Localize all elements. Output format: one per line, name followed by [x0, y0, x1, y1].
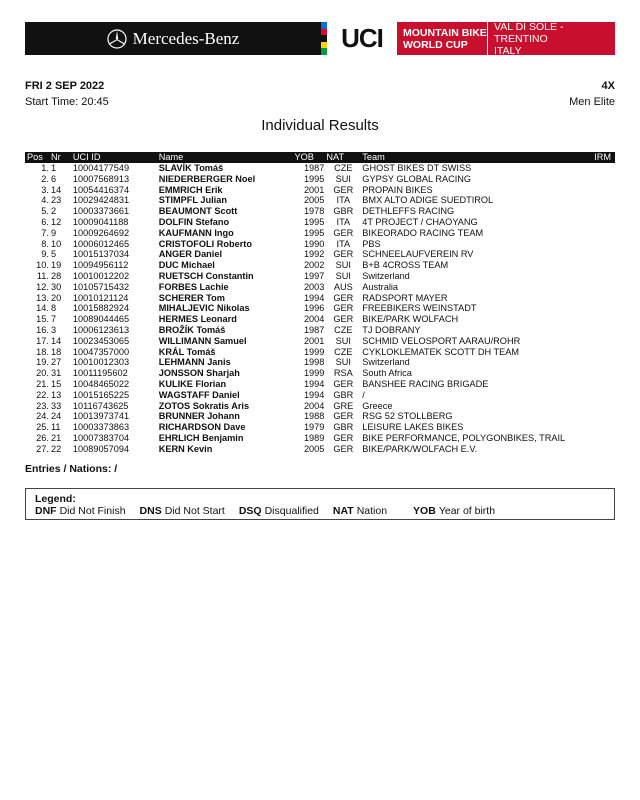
cell-nr: 13: [50, 389, 62, 400]
col-header-uci-id: UCI ID: [72, 152, 101, 163]
cell-yob: 2003: [303, 281, 325, 292]
cell-nat: GER: [333, 292, 354, 303]
cell-pos: 9.: [41, 249, 49, 260]
cell-name: SCHERER Tom: [158, 292, 225, 303]
cell-pos: 3.: [41, 184, 49, 195]
table-row: [25, 239, 615, 250]
cell-nr: 14: [50, 335, 62, 346]
table-row: [25, 444, 615, 455]
cell-yob: 2004: [303, 314, 325, 325]
cell-nr: 20: [50, 292, 62, 303]
legend-item: [333, 505, 387, 518]
cell-yob: 1995: [303, 227, 325, 238]
cell-name: MIHALJEVIC Nikolas: [158, 303, 250, 314]
legend-item: [35, 505, 126, 518]
cell-nr: 27: [50, 357, 62, 368]
cell-nat: SUI: [335, 260, 351, 271]
cell-pos: 5.: [41, 206, 49, 217]
cell-nr: 31: [50, 368, 62, 379]
legend-text: Nation: [356, 505, 388, 517]
cell-team: Switzerland: [362, 357, 410, 368]
cell-team: BIKE/PARK WOLFACH: [362, 314, 459, 325]
cell-nr: 2: [50, 206, 57, 217]
table-row: [25, 206, 615, 217]
cell-yob: 1999: [303, 346, 325, 357]
venue-line-2: ITALY: [494, 44, 522, 57]
cell-nr: 10: [50, 238, 62, 249]
cell-nr: 28: [50, 270, 62, 281]
cell-nat: CZE: [334, 163, 353, 173]
cell-yob: 1998: [303, 357, 325, 368]
col-header-pos: Pos: [27, 152, 43, 163]
cell-nat: ITA: [336, 216, 351, 227]
cell-pos: 12.: [36, 281, 49, 292]
cell-nr: 6: [50, 173, 57, 184]
cell-yob: 1994: [303, 389, 325, 400]
cell-uci-id: 10023453065: [72, 335, 130, 346]
cell-nat: CZE: [334, 346, 353, 357]
legend-code: DSQ: [238, 505, 262, 517]
cell-name: BEAUMONT Scott: [158, 206, 238, 217]
legend-code: NAT: [332, 505, 354, 517]
cell-yob: 1987: [303, 324, 325, 335]
cell-uci-id: 10003373863: [72, 422, 130, 433]
sponsor-logo: [25, 22, 321, 55]
legend-text: Disqualified: [264, 505, 319, 517]
cell-pos: 17.: [36, 335, 49, 346]
cell-nat: SUI: [335, 335, 351, 346]
cell-irm: [592, 185, 615, 196]
cell-nat: GER: [333, 314, 354, 325]
cell-team: South Africa: [362, 368, 412, 379]
cell-pos: 19.: [36, 357, 49, 368]
col-header-nr: Nr: [50, 152, 61, 163]
cell-nat: GRE: [333, 400, 354, 411]
cell-name: JONSSON Sharjah: [158, 368, 240, 379]
cell-team: Switzerland: [362, 270, 410, 281]
page-title: Individual Results: [261, 117, 379, 134]
cell-nat: GER: [333, 227, 354, 238]
cell-irm: [592, 314, 615, 325]
cell-name: KERN Kevin: [158, 443, 213, 454]
cell-name: WAGSTAFF Daniel: [158, 389, 240, 400]
cell-pos: 6.: [41, 216, 49, 227]
cell-uci-id: 10006123613: [72, 324, 130, 335]
cell-name: BRUNNER Johann: [158, 411, 240, 422]
cell-name: DOLFIN Stefano: [158, 216, 230, 227]
cell-irm: [592, 357, 615, 368]
cell-yob: 1994: [303, 378, 325, 389]
cell-name: LEHMANN Janis: [158, 357, 231, 368]
cell-nr: 7: [50, 314, 57, 325]
legend-item: [413, 505, 495, 518]
cell-name: NIEDERBERGER Noel: [158, 173, 256, 184]
table-row: [25, 293, 615, 304]
cell-nat: GBR: [333, 206, 354, 217]
cell-uci-id: 10089044465: [72, 314, 130, 325]
cell-pos: 4.: [41, 195, 49, 206]
cell-nat: SUI: [335, 173, 351, 184]
col-header-team: Team: [362, 152, 385, 163]
cell-nat: AUS: [333, 281, 353, 292]
table-row: [25, 422, 615, 433]
col-header-name: Name: [158, 152, 184, 163]
legend-row: [35, 505, 614, 518]
cell-yob: 1996: [303, 303, 325, 314]
table-row: [25, 228, 615, 239]
cell-irm: [592, 444, 615, 455]
cell-nat: SUI: [335, 270, 351, 281]
cell-team: SCHMID VELOSPORT AARAU/ROHR: [362, 335, 521, 346]
cell-pos: 14.: [36, 303, 49, 314]
cell-uci-id: 10006012465: [72, 238, 130, 249]
cell-team: SCHNEELAUFVEREIN RV: [362, 249, 474, 260]
cell-team: PBS: [362, 238, 381, 249]
cell-nr: 19: [50, 260, 62, 271]
cell-irm: [592, 390, 615, 401]
cell-irm: [592, 260, 615, 271]
cell-pos: 26.: [36, 432, 49, 443]
cell-uci-id: 10047357000: [72, 346, 130, 357]
sponsor-name: Mercedes-Benz: [132, 28, 240, 48]
cell-nr: 12: [50, 216, 62, 227]
table-row: [25, 185, 615, 196]
cell-name: RUETSCH Constantin: [158, 270, 254, 281]
uci-wordmark: UCI: [341, 23, 383, 53]
cell-yob: 2001: [303, 184, 325, 195]
cell-irm: [592, 401, 615, 412]
cell-pos: 24.: [36, 411, 49, 422]
cell-yob: 1995: [303, 173, 325, 184]
table-row: [25, 260, 615, 271]
cell-yob: 1995: [303, 216, 325, 227]
col-header-nat: NAT: [326, 152, 345, 163]
cell-nat: GER: [333, 303, 354, 314]
cell-team: BMX ALTO ADIGE SUEDTIROL: [362, 195, 494, 206]
venue-line-1: VAL DI SOLE - TRENTINO: [494, 20, 564, 45]
cell-nr: 9: [50, 227, 57, 238]
cell-uci-id: 10105715432: [72, 281, 130, 292]
cell-pos: 2.: [41, 173, 49, 184]
cell-yob: 2005: [303, 443, 325, 454]
cell-nat: CZE: [334, 324, 353, 335]
cell-irm: [592, 249, 615, 260]
table-row: [25, 325, 615, 336]
cell-pos: 11.: [36, 270, 49, 281]
cell-uci-id: 10013973741: [72, 411, 130, 422]
event-name: [397, 22, 487, 55]
cell-irm: [592, 163, 615, 174]
cell-pos: 10.: [36, 260, 49, 271]
cell-irm: [592, 174, 615, 185]
table-row: [25, 195, 615, 206]
legend-box: [25, 488, 615, 520]
cell-team: BIKEORADO RACING TEAM: [362, 227, 484, 238]
cell-yob: 2005: [303, 195, 325, 206]
cell-irm: [592, 411, 615, 422]
cell-nat: RSA: [333, 368, 353, 379]
cell-nat: GER: [333, 411, 354, 422]
cell-nr: 3: [50, 324, 57, 335]
table-row: [25, 347, 615, 358]
cell-uci-id: 10007568913: [72, 173, 130, 184]
table-row: [25, 401, 615, 412]
col-header-yob: YOB: [294, 152, 314, 163]
cell-irm: [592, 379, 615, 390]
cell-irm: [592, 195, 615, 206]
cell-team: Australia: [362, 281, 399, 292]
cell-nat: SUI: [335, 357, 351, 368]
cell-yob: 1978: [303, 206, 325, 217]
cell-team: 4T PROJECT / CHAOYANG: [362, 216, 478, 227]
cell-team: B+B 4CROSS TEAM: [362, 260, 449, 271]
event-line-1: MOUNTAIN BIKE: [403, 26, 487, 39]
cell-team: /: [362, 389, 365, 400]
cell-name: SLAVÍK Tomáš: [158, 163, 224, 173]
table-row: [25, 379, 615, 390]
cell-yob: 1990: [303, 238, 325, 249]
cell-name: CRISTOFOLI Roberto: [158, 238, 252, 249]
cell-team: DETHLEFFS RACING: [362, 206, 455, 217]
results-body: [25, 163, 615, 455]
cell-uci-id: 10010012202: [72, 270, 130, 281]
cell-pos: 27.: [36, 443, 49, 454]
cell-uci-id: 10029424831: [72, 195, 130, 206]
cell-irm: [592, 206, 615, 217]
table-row: [25, 174, 615, 185]
cell-yob: 1987: [303, 163, 325, 173]
legend-title: Legend:: [35, 493, 76, 505]
cell-nr: 30: [50, 281, 62, 292]
race-discipline: 4X: [601, 80, 615, 92]
cell-uci-id: 10048465022: [72, 378, 130, 389]
cell-yob: 1994: [303, 292, 325, 303]
start-time: Start Time: 20:45: [25, 96, 109, 108]
cell-uci-id: 10054416374: [72, 184, 130, 195]
cell-team: BIKE/PARK/WOLFACH E.V.: [362, 443, 478, 454]
cell-nr: 24: [50, 411, 62, 422]
cell-team: CYKLOKLEMATEK SCOTT DH TEAM: [362, 346, 520, 357]
legend-item: [239, 505, 319, 518]
cell-irm: [592, 228, 615, 239]
cell-nr: 23: [50, 195, 62, 206]
cell-yob: 2001: [303, 335, 325, 346]
cell-yob: 2002: [303, 260, 325, 271]
cell-pos: 21.: [36, 378, 49, 389]
cell-uci-id: 10094956112: [72, 260, 129, 271]
legend-text: Year of birth: [438, 505, 496, 517]
cell-name: WILLIMANN Samuel: [158, 335, 247, 346]
event-line-2: WORLD CUP: [403, 38, 468, 51]
cell-team: Greece: [362, 400, 393, 411]
cell-nr: 21: [50, 432, 62, 443]
cell-yob: 1999: [303, 368, 325, 379]
cell-name: KULIKE Florian: [158, 378, 227, 389]
cell-uci-id: 10007383704: [72, 432, 130, 443]
cell-uci-id: 10009264692: [72, 227, 130, 238]
cell-pos: 1.: [41, 163, 49, 173]
cell-irm: [592, 239, 615, 250]
cell-irm: [592, 368, 615, 379]
cell-irm: [592, 293, 615, 304]
table-row: [25, 433, 615, 444]
legend-text: Did Not Finish: [59, 505, 126, 517]
cell-team: PROPAIN BIKES: [362, 184, 433, 195]
cell-name: KAUFMANN Ingo: [158, 227, 234, 238]
cell-yob: 2004: [303, 400, 325, 411]
cell-name: ZOTOS Sokratis Aris: [158, 400, 250, 411]
cell-name: ANGER Daniel: [158, 249, 223, 260]
venue: [487, 22, 615, 55]
results-table: [25, 152, 615, 455]
cell-name: EHRLICH Benjamin: [158, 432, 244, 443]
cell-uci-id: 10009041188: [72, 216, 129, 227]
cell-uci-id: 10003373661: [72, 206, 130, 217]
entries-nations: Entries / Nations: /: [25, 463, 118, 475]
cell-irm: [592, 336, 615, 347]
table-row: [25, 282, 615, 293]
rainbow-stripes-icon: [321, 22, 327, 55]
cell-nr: 1: [50, 163, 57, 173]
cell-nr: 15: [50, 378, 62, 389]
cell-uci-id: 10010012303: [72, 357, 130, 368]
table-row: [25, 411, 615, 422]
cell-pos: 18.: [36, 346, 49, 357]
race-date: FRI 2 SEP 2022: [25, 80, 105, 92]
table-row: [25, 314, 615, 325]
table-row: [25, 163, 615, 174]
cell-irm: [592, 217, 615, 228]
uci-logo: [321, 22, 397, 55]
table-row: [25, 303, 615, 314]
cell-team: BANSHEE RACING BRIGADE: [362, 378, 489, 389]
legend-code: DNS: [139, 505, 162, 517]
cell-uci-id: 10015165225: [72, 389, 130, 400]
cell-team: BIKE PERFORMANCE, POLYGONBIKES, TRAIL: [362, 432, 566, 443]
table-header-row: [25, 152, 615, 163]
cell-pos: 25.: [36, 422, 49, 433]
cell-pos: 15.: [36, 314, 49, 325]
cell-nr: 11: [50, 422, 61, 433]
cell-nat: GER: [333, 378, 354, 389]
cell-yob: 1989: [303, 432, 325, 443]
cell-irm: [592, 271, 615, 282]
cell-name: STIMPFL Julian: [158, 195, 227, 206]
cell-irm: [592, 433, 615, 444]
table-row: [25, 336, 615, 347]
cell-pos: 22.: [36, 389, 49, 400]
cell-nr: 18: [50, 346, 62, 357]
cell-nat: GER: [333, 249, 354, 260]
col-header-irm: IRM: [594, 152, 611, 163]
cell-team: TJ DOBRANY: [362, 324, 421, 335]
cell-uci-id: 10011195602: [72, 368, 128, 379]
cell-irm: [592, 282, 615, 293]
cell-team: FREEBIKERS WEINSTADT: [362, 303, 477, 314]
cell-pos: 13.: [36, 292, 49, 303]
cell-name: DUC Michael: [158, 260, 215, 271]
cell-team: GHOST BIKES DT SWISS: [362, 163, 472, 173]
cell-team: RSG 52 STOLLBERG: [362, 411, 453, 422]
header-banner: [25, 22, 615, 55]
cell-name: KRÁL Tomáš: [158, 346, 216, 357]
cell-team: GYPSY GLOBAL RACING: [362, 173, 472, 184]
cell-irm: [592, 347, 615, 358]
cell-yob: 1992: [303, 249, 325, 260]
cell-nat: GBR: [333, 389, 354, 400]
cell-nat: GER: [333, 184, 354, 195]
cell-nat: ITA: [336, 195, 351, 206]
cell-yob: 1979: [303, 422, 325, 433]
legend-text: Did Not Start: [164, 505, 225, 517]
cell-uci-id: 10015882924: [72, 303, 130, 314]
cell-nat: GER: [333, 443, 354, 454]
table-row: [25, 271, 615, 282]
cell-pos: 20.: [36, 368, 49, 379]
legend-item: [140, 505, 225, 518]
cell-nat: GER: [333, 432, 354, 443]
cell-nat: GBR: [333, 422, 354, 433]
cell-nat: ITA: [336, 238, 351, 249]
table-row: [25, 357, 615, 368]
cell-yob: 1997: [303, 270, 325, 281]
cell-name: HERMES Leonard: [158, 314, 237, 325]
cell-nr: 14: [50, 184, 62, 195]
legend-code: YOB: [413, 505, 436, 517]
table-row: [25, 249, 615, 260]
race-category: Men Elite: [569, 96, 615, 108]
cell-irm: [592, 422, 615, 433]
legend-code: DNF: [35, 505, 57, 517]
cell-pos: 7.: [41, 227, 49, 238]
cell-name: BROŽÍK Tomáš: [158, 324, 226, 335]
cell-pos: 8.: [41, 238, 49, 249]
cell-nr: 33: [50, 400, 62, 411]
cell-yob: 1988: [303, 411, 325, 422]
mercedes-star-icon: [107, 29, 127, 49]
cell-uci-id: 10010121124: [72, 292, 129, 303]
cell-team: LEISURE LAKES BIKES: [362, 422, 464, 433]
cell-uci-id: 10004177549: [72, 163, 130, 173]
cell-nr: 22: [50, 443, 62, 454]
table-row: [25, 368, 615, 379]
cell-nr: 8: [50, 303, 57, 314]
cell-name: EMMRICH Erik: [158, 184, 223, 195]
cell-pos: 23.: [36, 400, 49, 411]
cell-uci-id: 10089057094: [72, 443, 130, 454]
table-row: [25, 217, 615, 228]
cell-irm: [592, 325, 615, 336]
table-row: [25, 390, 615, 401]
cell-irm: [592, 303, 615, 314]
cell-uci-id: 10116743625: [72, 400, 129, 411]
cell-team: RADSPORT MAYER: [362, 292, 448, 303]
cell-name: RICHARDSON Dave: [158, 422, 246, 433]
cell-uci-id: 10015137034: [72, 249, 130, 260]
cell-nr: 5: [50, 249, 57, 260]
cell-name: FORBES Lachie: [158, 281, 229, 292]
cell-pos: 16.: [36, 324, 49, 335]
